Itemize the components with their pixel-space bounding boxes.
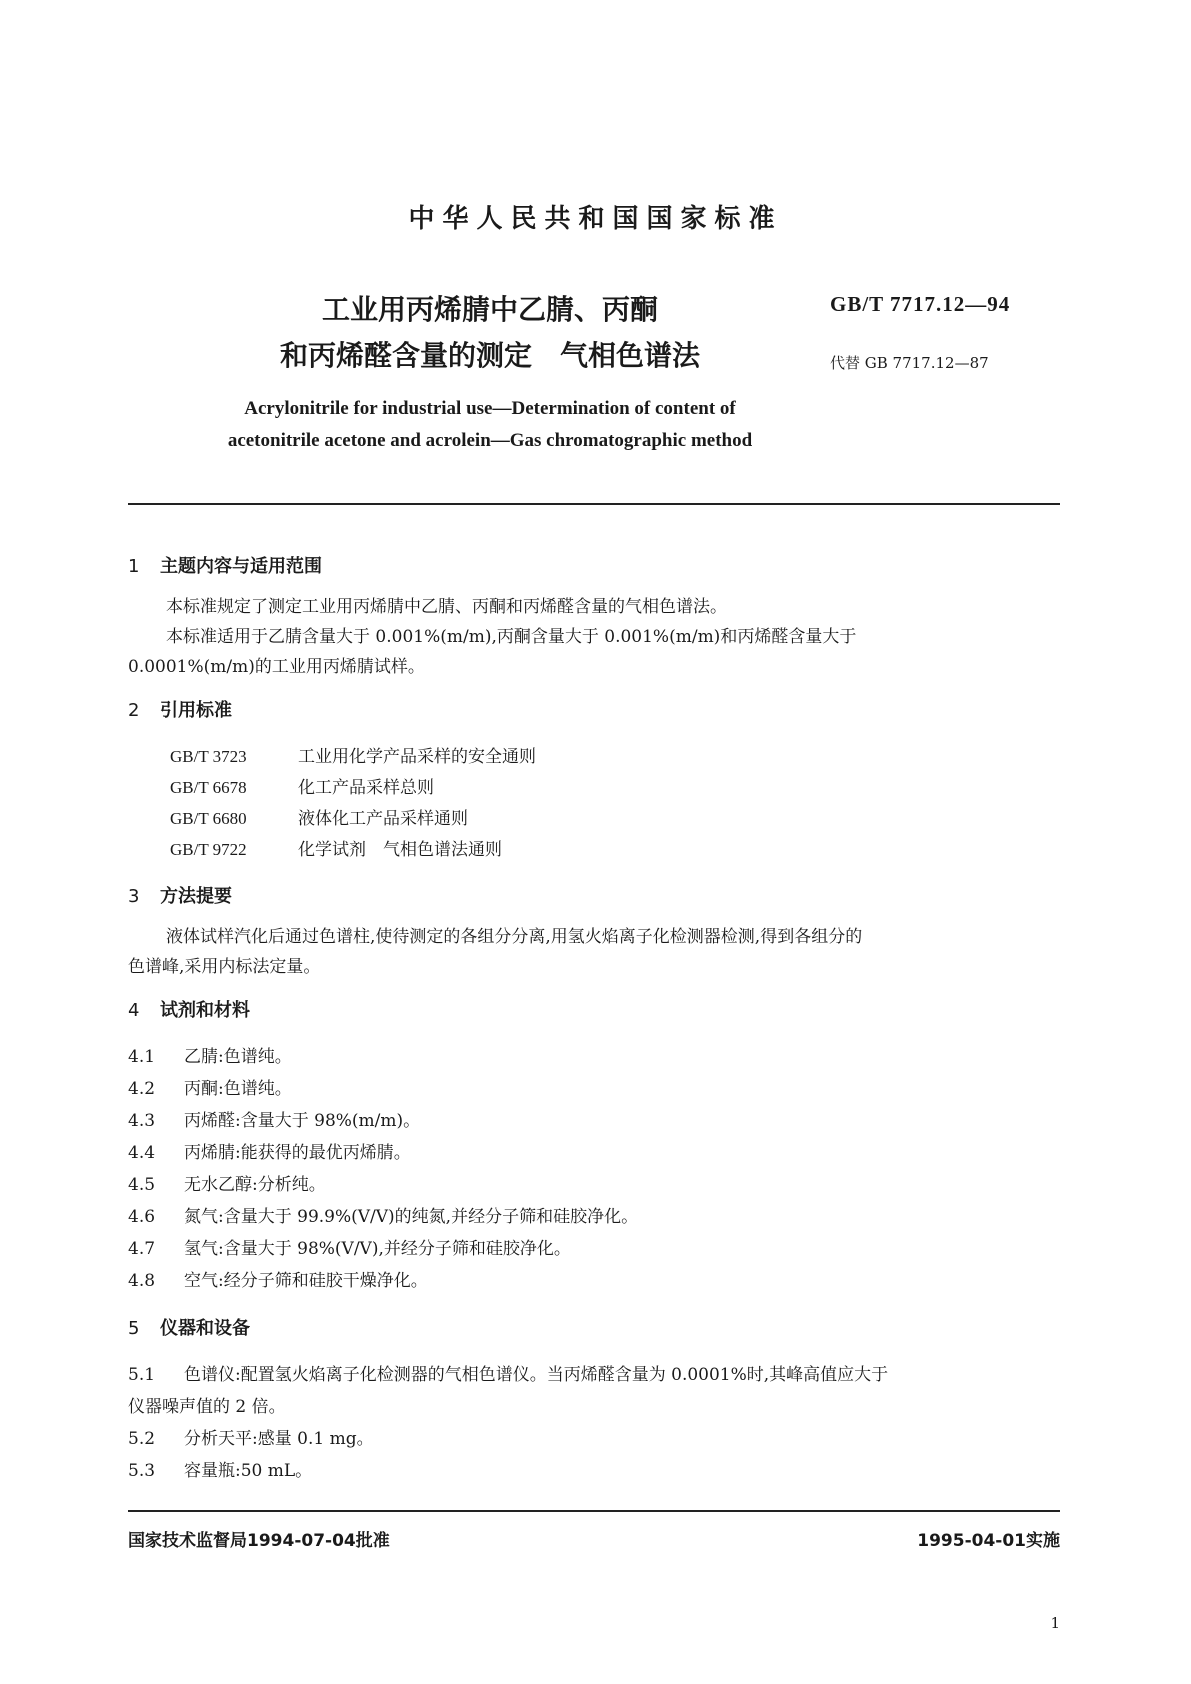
section-3-paragraph: 液体试样汽化后通过色谱柱,使待测定的各组分分离,用氢火焰离子化检测器检测,得到各组分的 <box>166 927 863 947</box>
item-text: 丙烯醛:含量大于 98%(m/m)。 <box>184 1111 421 1131</box>
section-number: 1 <box>128 556 140 577</box>
page-number: 1 <box>1050 1614 1060 1632</box>
item-text: 丙烯腈:能获得的最优丙烯腈。 <box>184 1143 411 1163</box>
list-item <box>128 1106 420 1131</box>
reference-code: GB/T 6678 <box>170 778 247 797</box>
english-title-line-2: acetonitrile acetone and acrolein—Gas chromatographic method <box>227 430 753 451</box>
section-title: 主题内容与适用范围 <box>160 556 322 577</box>
item-text: 丙酮:色谱纯。 <box>184 1079 292 1099</box>
english-title-line-1: Acrylonitrile for industrial use—Determination of content of <box>244 398 736 419</box>
reference-item <box>170 804 468 829</box>
reference-item <box>170 835 502 860</box>
item-number: 4.4 <box>128 1143 156 1163</box>
list-item <box>128 1360 888 1385</box>
item-number: 4.8 <box>128 1271 156 1291</box>
section-5-heading <box>128 1314 250 1340</box>
reference-name: 化工产品采样总则 <box>298 778 434 798</box>
section-title: 方法提要 <box>160 886 232 907</box>
section-2-heading <box>128 696 232 722</box>
section-1-heading <box>128 552 322 578</box>
list-item <box>128 1424 374 1449</box>
item-number: 4.1 <box>128 1047 156 1067</box>
national-standard-header: 中华人民共和国国家标准 <box>408 204 783 234</box>
list-item <box>128 1042 292 1067</box>
section-1-paragraph-1: 本标准规定了测定工业用丙烯腈中乙腈、丙酮和丙烯醛含量的气相色谱法。 <box>166 597 727 617</box>
reference-name: 液体化工产品采样通则 <box>298 809 468 829</box>
item-number: 5.3 <box>128 1461 156 1481</box>
section-4-heading <box>128 996 250 1022</box>
header-divider <box>128 503 1060 505</box>
item-number: 4.5 <box>128 1175 156 1195</box>
reference-code: GB/T 6680 <box>170 809 247 828</box>
section-3-paragraph-cont: 色谱峰,采用内标法定量。 <box>128 957 321 977</box>
section-number: 3 <box>128 886 140 907</box>
item-text: 分析天平:感量 0.1 mg。 <box>184 1429 374 1449</box>
reference-code: GB/T 9722 <box>170 840 247 859</box>
reference-item <box>170 742 536 767</box>
list-item <box>128 1234 571 1259</box>
item-number: 4.3 <box>128 1111 156 1131</box>
item-number: 5.1 <box>128 1365 156 1385</box>
section-number: 2 <box>128 700 140 721</box>
section-1-paragraph-2: 本标准适用于乙腈含量大于 0.001%(m/m),丙酮含量大于 0.001%(m/m)和丙烯醛含量大于 <box>166 627 857 647</box>
replaces-standard: 代替 GB 7717.12—87 <box>830 354 989 372</box>
section-3-heading <box>128 882 232 908</box>
section-title: 仪器和设备 <box>160 1318 250 1339</box>
footer-divider <box>128 1510 1060 1512</box>
list-item <box>128 1266 428 1291</box>
item-text: 乙腈:色谱纯。 <box>184 1047 292 1067</box>
title-line-2: 和丙烯醛含量的测定 气相色谱法 <box>280 339 701 372</box>
section-number: 4 <box>128 1000 140 1021</box>
list-item-cont: 仪器噪声值的 2 倍。 <box>128 1397 286 1417</box>
approval-date: 国家技术监督局1994-07-04批准 <box>128 1531 390 1551</box>
item-number: 4.6 <box>128 1207 156 1227</box>
item-text: 空气:经分子筛和硅胶干燥净化。 <box>184 1271 428 1291</box>
reference-code: GB/T 3723 <box>170 747 247 766</box>
section-1-paragraph-2-cont: 0.0001%(m/m)的工业用丙烯腈试样。 <box>128 657 425 677</box>
item-number: 5.2 <box>128 1429 156 1449</box>
list-item <box>128 1170 326 1195</box>
title-line-1: 工业用丙烯腈中乙腈、丙酮 <box>321 293 658 326</box>
item-number: 4.2 <box>128 1079 156 1099</box>
standard-code: GB/T 7717.12—94 <box>830 292 1011 316</box>
section-number: 5 <box>128 1318 140 1339</box>
reference-name: 化学试剂 气相色谱法通则 <box>298 840 502 860</box>
section-title: 试剂和材料 <box>160 1000 250 1021</box>
reference-name: 工业用化学产品采样的安全通则 <box>298 747 536 767</box>
item-text: 容量瓶:50 mL。 <box>184 1461 313 1481</box>
item-text: 色谱仪:配置氢火焰离子化检测器的气相色谱仪。当丙烯醛含量为 0.0001%时,其峰高值应大于 <box>184 1365 889 1385</box>
item-text: 氢气:含量大于 98%(V/V),并经分子筛和硅胶净化。 <box>184 1239 571 1259</box>
list-item <box>128 1202 638 1227</box>
section-title: 引用标准 <box>160 700 232 721</box>
effective-date: 1995-04-01实施 <box>917 1531 1060 1551</box>
list-item <box>128 1456 312 1481</box>
item-text: 无水乙醇:分析纯。 <box>184 1175 326 1195</box>
list-item <box>128 1074 292 1099</box>
reference-item <box>170 773 434 798</box>
list-item <box>128 1138 411 1163</box>
item-text: 氮气:含量大于 99.9%(V/V)的纯氮,并经分子筛和硅胶净化。 <box>184 1207 639 1227</box>
item-number: 4.7 <box>128 1239 156 1259</box>
